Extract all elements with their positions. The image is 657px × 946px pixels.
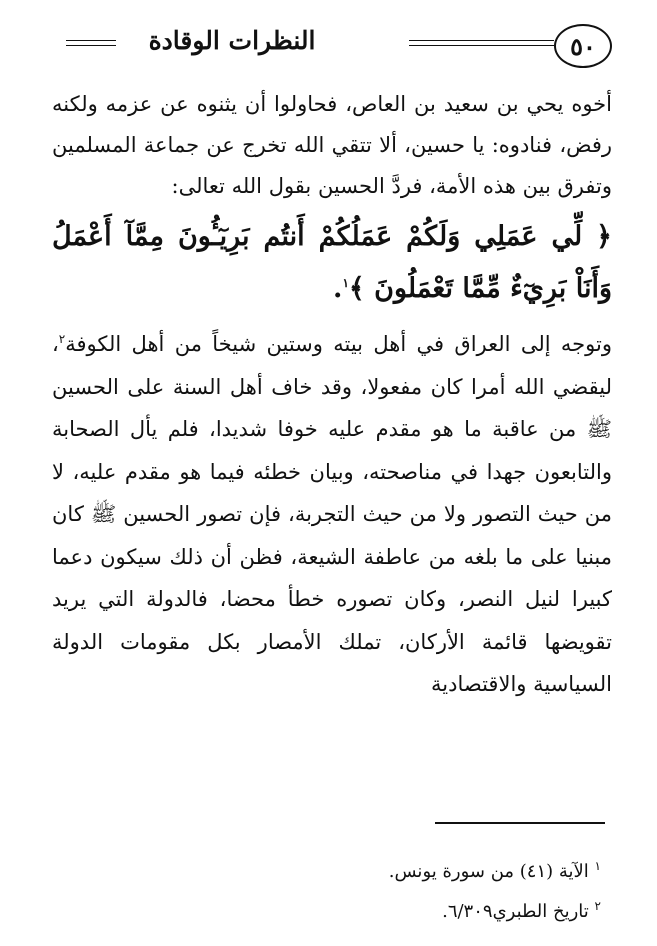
footnote-separator bbox=[435, 822, 605, 824]
header-rule bbox=[409, 45, 554, 46]
header-rule bbox=[66, 40, 116, 41]
footnote bbox=[101, 852, 601, 892]
book-title: النظرات الوقادة bbox=[148, 26, 316, 55]
header-rule bbox=[409, 40, 554, 41]
verse-text: ﴿ لِّي عَمَلِي وَلَكُمْ عَمَلُكُمْ أَنتُم بَرِيٓـُٔونَ مِمَّآ أَعْمَلُ وَأَنَاْ بَرِيٓءٌ مِّمَّا تَعْمَلُونَ ﴾ bbox=[52, 221, 612, 304]
footnotes bbox=[101, 852, 601, 932]
paragraph: أخوه يحي بن سعيد بن العاص، فحاولوا أن يثنوه عن عزمه ولكنه رفض، فنادوه: يا حسين، ألا تتقي الله تخرج عن جماعة المسلمين وتفرق بين هذه الأمة، فردَّ الحسين بقول الله تعالى: bbox=[52, 92, 612, 198]
page-header bbox=[52, 18, 612, 74]
paragraph-text: ، ليقضي الله أمرا كان مفعولا، وقد خاف أهل السنة على الحسين ﷺ من عاقبة ما هو مقدم عليه خوفا شديدا، فلم يأل الصحابة والتابعون جهدا في مناصحته، وبيان خطئه فيما هو مقدم عليه، لا من حيث التصور ولا من حيث التجربة، فإن تصور الحسين ﷺ كان مبنيا على ما بلغه من عاطفة الشيعة، فظن أن ذلك سيكون دعما كبيرا لنيل النصر، وكان تصوره خطأ محضا، فالدولة التي يريد تقويضها قائمة الأركان، تملك الأمصار بكل مقومات الدولة السياسية والاقتصادية bbox=[52, 332, 612, 696]
page-number: ٥٠ bbox=[554, 24, 612, 68]
quran-verse bbox=[52, 211, 612, 315]
paragraph bbox=[52, 323, 612, 706]
verse-end: . bbox=[333, 273, 343, 304]
footnote-number: ١ bbox=[594, 859, 601, 873]
page-body bbox=[52, 84, 612, 706]
footnote-number: ٢ bbox=[594, 899, 601, 913]
footnote-text: الآية (٤١) من سورة يونس. bbox=[388, 861, 589, 882]
footnote-marker: ٢ bbox=[58, 332, 66, 346]
footnote-marker: ١ bbox=[342, 276, 349, 290]
paragraph-text: وتوجه إلى العراق في أهل بيته وستين شيخاً من أهل الكوفة bbox=[65, 332, 612, 356]
footnote bbox=[101, 892, 601, 932]
footnote-text: تاريخ الطبري٦/٣٠٩. bbox=[442, 901, 589, 922]
header-rule bbox=[66, 45, 116, 46]
